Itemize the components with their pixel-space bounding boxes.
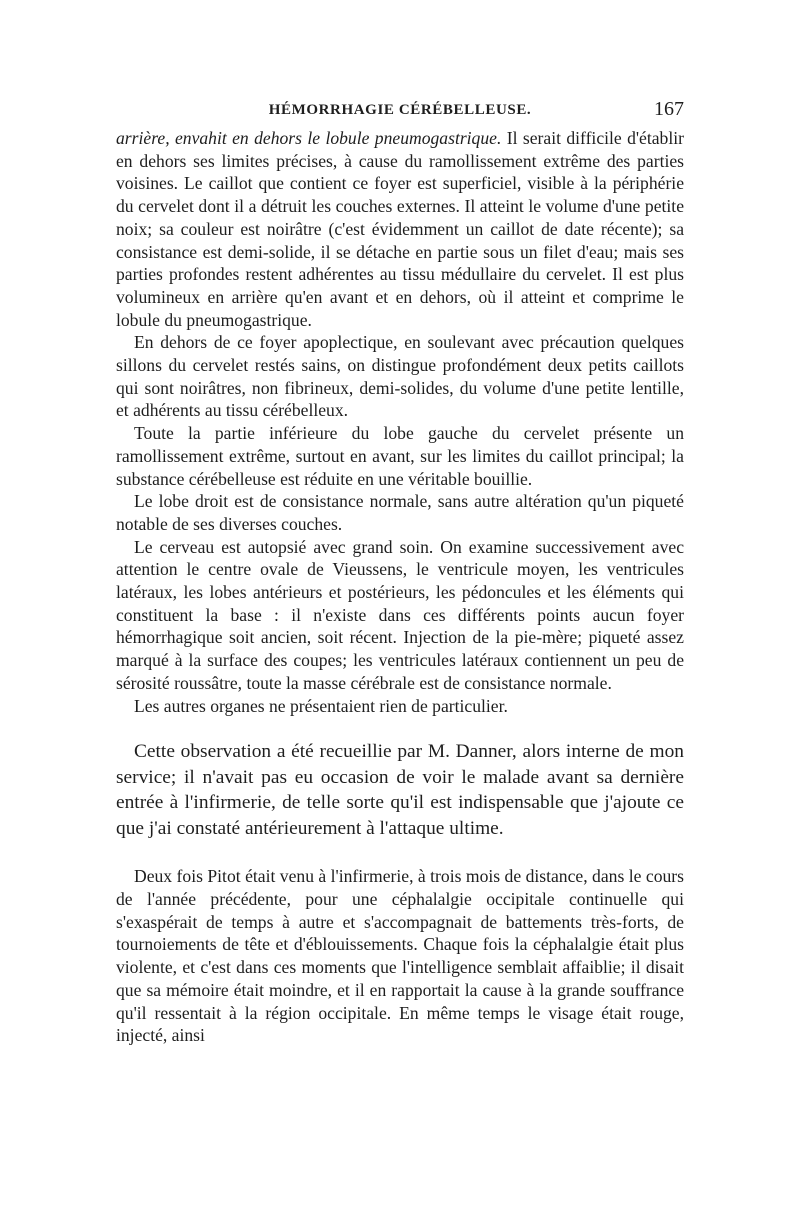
section-gap [116, 717, 684, 739]
running-title: HÉMORRHAGIE CÉRÉBELLEUSE. [268, 102, 532, 118]
paragraph: Les autres organes ne présentaient rien de particulier. [134, 695, 508, 716]
paragraph: Deux fois Pitot était venu à l'infirmerie, à trois mois de distance, dans le cours de l'année précédente, pour une céphalalgie occipitale continuelle qui s'exaspérait de temps à autre et s'accompagnait de battements très-forts, de tournoiements de tête et d'éblouissements. Chaque fois la céphalalgie était plus violente, et c'est dans ces moments que l'intelligence semblait affaiblie; il disait que sa mémoire était moindre, et il en rapportait la cause à la grande souffrance qu'il ressentait à la région occipitale. En même temps le visage était rouge, injecté, ainsi [116, 866, 684, 1046]
running-head [116, 98, 684, 126]
paragraph-note: Cette observation a été recueillie par M. Danner, alors interne de mon service; il n'avait pas eu occasion de voir le malade avant sa dernière entrée à l'infirmerie, de telle sorte qu'il est indispensable que j'ajoute ce que j'ai constaté antérieurement à l'attaque ultime. [116, 741, 684, 839]
section-gap [116, 841, 684, 865]
body-text [116, 127, 684, 1047]
paragraph-continuation [116, 127, 684, 331]
italic-lead: arrière, envahit en dehors le lobule pneumogastrique. [116, 128, 502, 148]
paragraph: Le lobe droit est de consistance normale, sans autre altération qu'un piqueté notable de ses diverses couches. [116, 491, 684, 534]
paragraph: En dehors de ce foyer apoplectique, en soulevant avec précaution quelques sillons du cervelet restés sains, on distingue profondément deux petits caillots qui sont noirâtres, non fibrineux, demi-solides, du volume d'une petite lentille, et adhérents au tissu cérébelleux. [116, 332, 684, 421]
paragraph: Le cerveau est autopsié avec grand soin. On examine successivement avec attention le centre ovale de Vieussens, le ventricule moyen, les ventricules latéraux, les lobes antérieurs et postérieurs, les pédoncules et les éléments qui constituent la base : il n'existe dans ces différents points aucun foyer hémorrhagique soit ancien, soit récent. Injection de la pie-mère; piqueté assez marqué à la surface des coupes; les ventricules latéraux contiennent un peu de sérosité roussâtre, toute la masse cérébrale est de consistance normale. [116, 536, 684, 693]
page-number: 167 [654, 98, 684, 120]
paragraph-text: Il serait difficile d'établir en dehors ses limites précises, à cause du ramollissement extrême des parties voisines. Le caillot que contient ce foyer est superficiel, visible à la périphérie du cervelet dont il a détruit les couches externes. Il atteint le volume d'une petite noix; sa couleur est noirâtre (c'est évidemment un caillot de date récente); sa consistance est demi-solide, il se détache en partie sous un filet d'eau; mais ses parties profondes restent adhérentes au tissu médullaire du cervelet. Il est plus volumineux en arrière qu'en avant et en dehors, où il atteint et comprime le lobule du pneumogastrique. [116, 128, 684, 330]
paragraph: Toute la partie inférieure du lobe gauche du cervelet présente un ramollissement extrême, surtout en avant, sur les limites du caillot principal; la substance cérébelleuse est réduite en une véritable bouillie. [116, 423, 684, 489]
